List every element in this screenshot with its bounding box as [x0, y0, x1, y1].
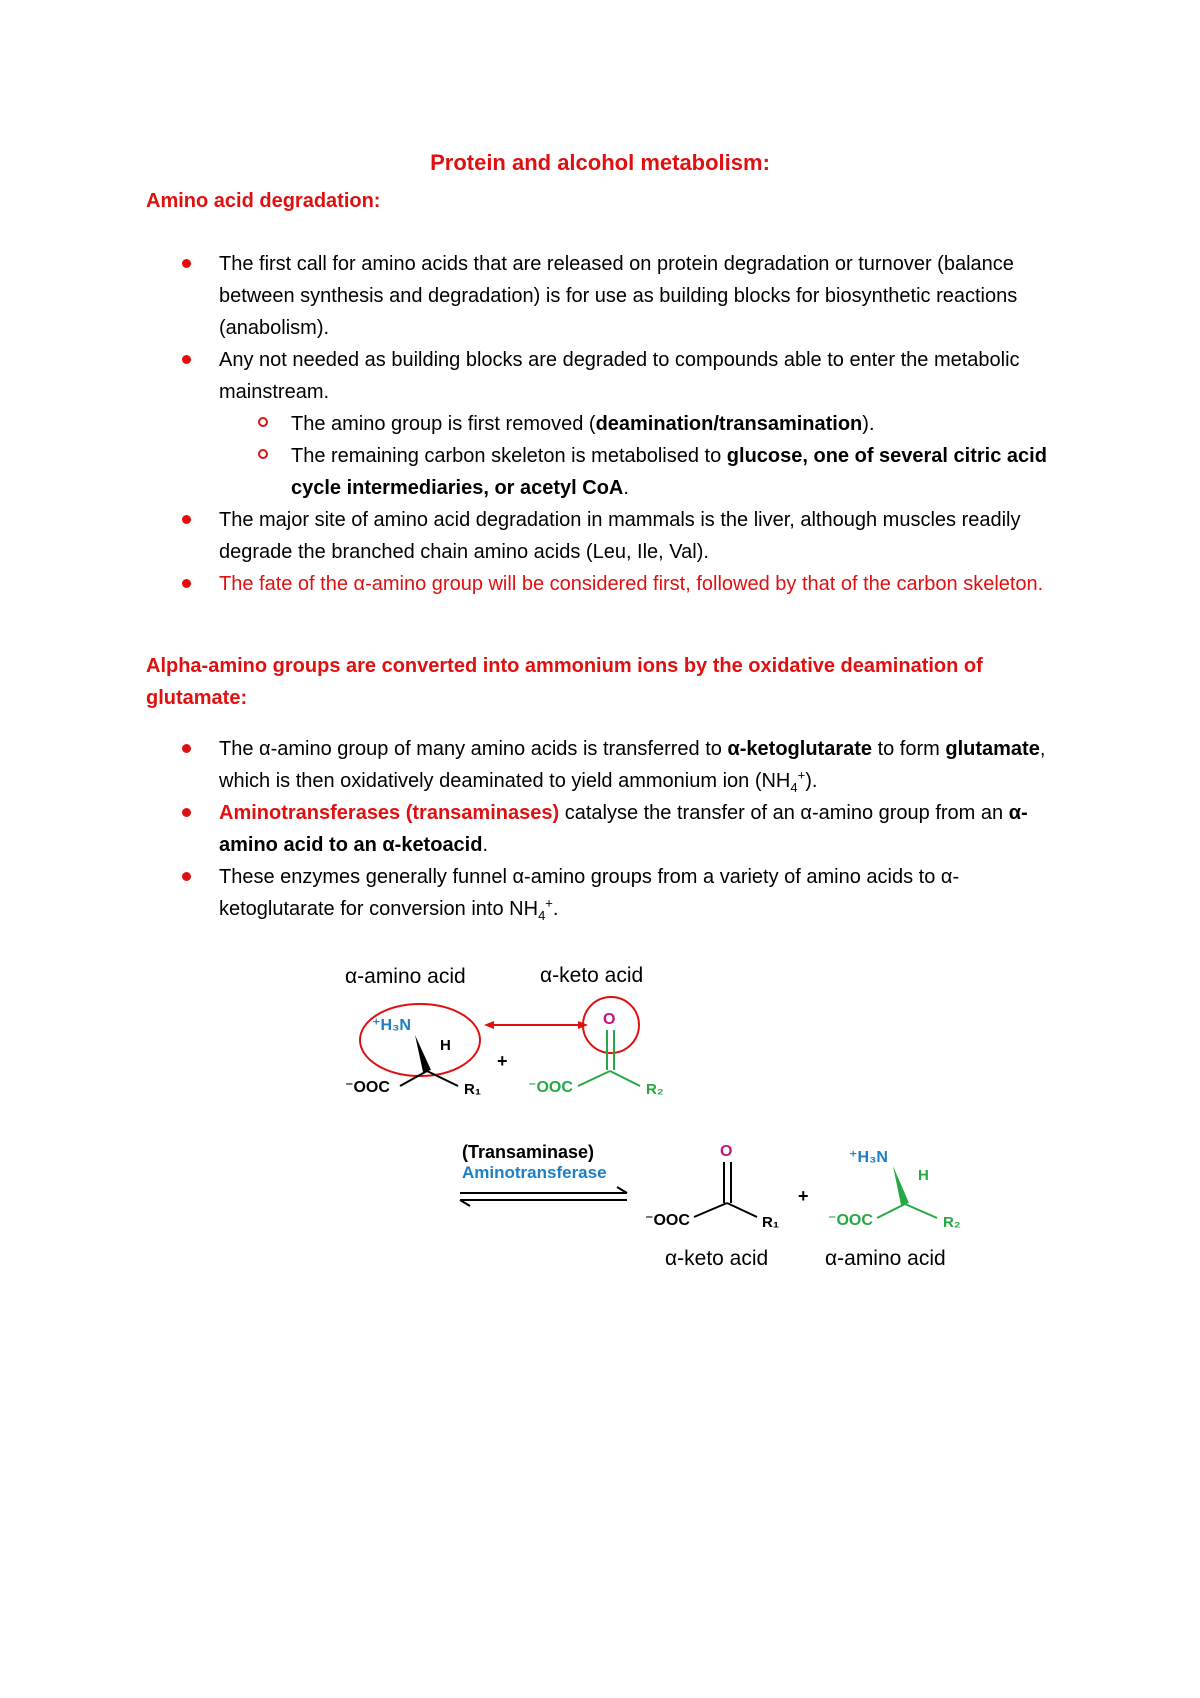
carboxylate-label: ⁻OOC [345, 1079, 390, 1096]
bond-line [694, 1203, 727, 1217]
list-item: The fate of the α-amino group will be considered first, followed by that of the carbon skeleton. [146, 568, 1066, 600]
r2-label: R₂ [646, 1081, 664, 1098]
plus-sign: + [798, 1186, 809, 1206]
section-heading-alpha-amino: Alpha-amino groups are converted into ammonium ions by the oxidative deamination of glutamate: [146, 655, 983, 709]
hydrogen-label: H [440, 1037, 451, 1054]
carboxylate-label: ⁻OOC [828, 1212, 873, 1229]
page-title: Protein and alcohol metabolism: [430, 150, 770, 175]
list-item: The major site of amino acid degradation in mammals is the liver, although muscles readily degrade the branched chain amino acids (Leu, Ile, Val). [146, 504, 1066, 568]
sub-list-item: The remaining carbon skeleton is metabolised to glucose, one of several citric acid cycle intermediaries, or acetyl CoA. [146, 440, 1066, 504]
list-item: Any not needed as building blocks are degraded to compounds able to enter the metabolic mainstream. [146, 344, 1066, 408]
arrowhead-left-icon [484, 1021, 494, 1029]
ammonium-group-label: ⁺H₃N [849, 1149, 888, 1166]
label-amino-acid-top: α-amino acid [345, 965, 466, 988]
bond-line [610, 1071, 640, 1086]
label-amino-acid-bottom: α-amino acid [825, 1247, 946, 1270]
list-item: Aminotransferases (transaminases) catalyse the transfer of an α-amino group from an α-amino acid to an α-ketoacid. [146, 797, 1066, 861]
ammonium-group-label: ⁺H₃N [372, 1017, 411, 1034]
enzyme-name-aminotransferase: Aminotransferase [462, 1163, 607, 1182]
bond-line [905, 1204, 937, 1218]
label-keto-acid-bottom: α-keto acid [665, 1247, 769, 1270]
label-keto-acid-top: α-keto acid [540, 964, 644, 987]
r1-label: R₁ [762, 1214, 780, 1231]
bond-line [727, 1203, 757, 1217]
carboxylate-label: ⁻OOC [528, 1079, 573, 1096]
plus-sign: + [497, 1051, 508, 1071]
oxygen-label: O [720, 1143, 733, 1160]
r1-label: R₁ [464, 1081, 482, 1098]
list-item: The α-amino group of many amino acids is transferred to α-ketoglutarate to form glutamate, which is then oxidatively deaminated to yield ammonium ion $(NH_4^+)$. [146, 733, 1066, 797]
section-heading-amino-acid-degradation: Amino acid degradation: [146, 190, 381, 212]
list-item: The first call for amino acids that are released on protein degradation or turnover (balance between synthesis and degradation) is for use as building blocks for biosynthetic reactions (anabolism). [146, 248, 1066, 344]
sub-list-item: The amino group is first removed (deamination/transamination). [146, 408, 1066, 440]
bond-line [578, 1071, 610, 1086]
bond-line [400, 1071, 427, 1086]
hydrogen-label: H [918, 1167, 929, 1184]
bond-line [877, 1204, 905, 1218]
r2-label: R₂ [943, 1214, 961, 1231]
wedge-bond [415, 1035, 431, 1072]
list-item: These enzymes generally funnel α-amino groups from a variety of amino acids to α-ketoglutarate for conversion into $NH_4^+$. [146, 861, 1066, 925]
amino-group-highlight-circle [360, 1004, 480, 1076]
enzyme-name-transaminase: (Transaminase) [462, 1142, 595, 1162]
oxygen-label: O [603, 1011, 616, 1028]
carboxylate-label: ⁻OOC [645, 1212, 690, 1229]
wedge-bond [893, 1166, 909, 1205]
